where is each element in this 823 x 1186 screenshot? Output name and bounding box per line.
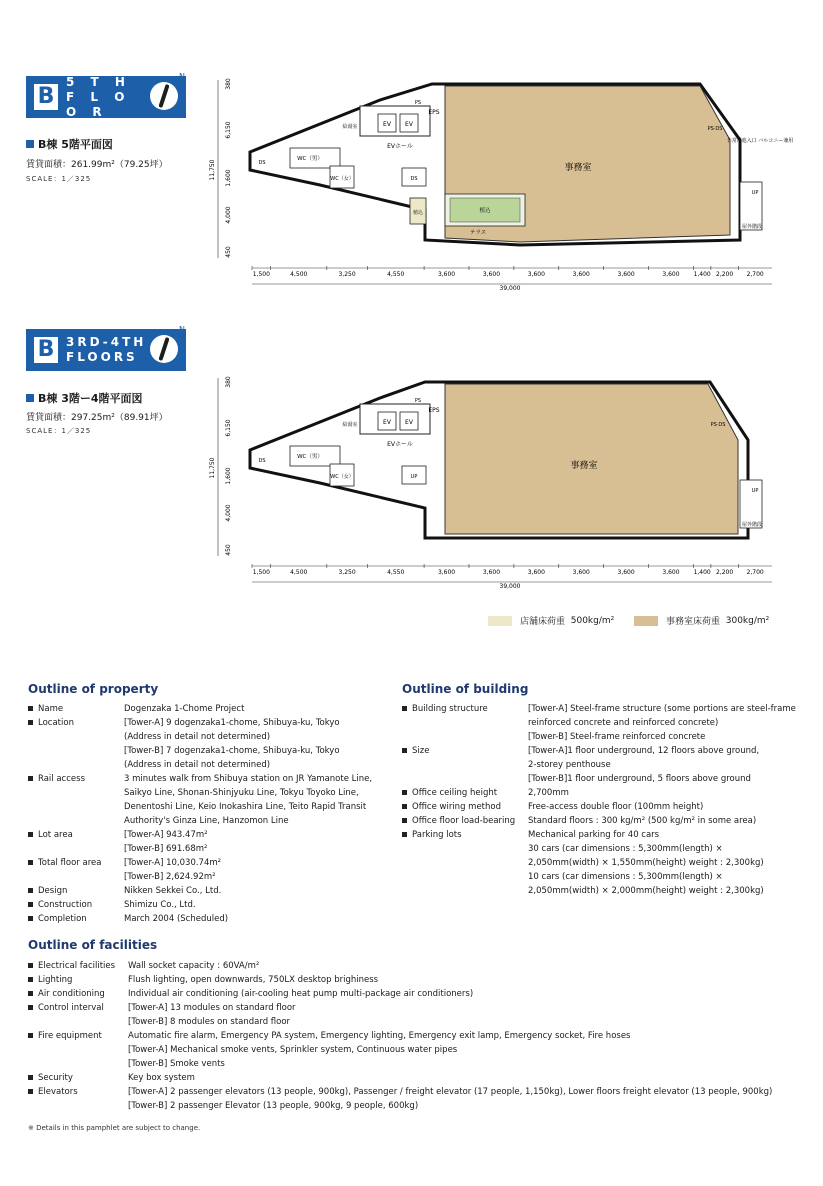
row-key (402, 842, 528, 856)
row-value: [Tower-B] Steel-frame reinforced concrete (528, 732, 706, 742)
row-key (28, 758, 124, 772)
table-row (28, 744, 388, 758)
table-row (28, 1071, 808, 1085)
row-value: 30 cars (car dimensions : 5,300mm(length) × (528, 844, 723, 854)
table-row (402, 786, 812, 800)
section-title-building: Outline of building (402, 682, 529, 696)
table-row (28, 800, 388, 814)
dim-bottom: 2,200 (716, 569, 734, 576)
label-ev: EV (383, 419, 391, 426)
row-value: [Tower-B] 8 modules on standard floor (128, 1017, 291, 1027)
row-key: Lighting (28, 973, 128, 987)
table-row (28, 1057, 808, 1071)
row-value: 2-storey penthouse (528, 760, 611, 770)
row-key (402, 758, 528, 772)
label-ps: PS (414, 100, 422, 106)
row-key (28, 814, 124, 828)
section-title-facilities: Outline of facilities (28, 938, 158, 952)
room-office: 事務室 (570, 461, 598, 471)
badge-label (66, 75, 154, 120)
table-row (28, 898, 388, 912)
dim-left-total: 11,750 (209, 457, 216, 479)
row-value: Nikken Sekkei Co., Ltd. (124, 886, 222, 896)
table-row (28, 1085, 808, 1099)
row-key (402, 716, 528, 730)
table-row (28, 772, 388, 786)
table-row (402, 758, 812, 772)
row-value: Saikyo Line, Shonan-Shinjyuku Line, Tokyu Toyoko Line, (124, 788, 359, 798)
table-row (28, 702, 388, 716)
label-emergency: 非常用進入口 バルコニー兼用 (726, 138, 794, 144)
table-row (402, 842, 812, 856)
table-row (28, 814, 388, 828)
facilities-table (28, 959, 808, 1113)
legend-value: 500kg/m² (570, 615, 615, 626)
badge-line1: 5 T H (66, 74, 131, 89)
table-row (28, 1043, 808, 1057)
floor-scale: SCALE：1／325 (26, 427, 92, 435)
building-table (402, 702, 812, 898)
row-key: Rail access (28, 772, 124, 786)
table-row (28, 1001, 808, 1015)
badge-letter: B (34, 337, 58, 363)
label-terrace: テラス (469, 230, 487, 236)
badge-line2: FLOORS (66, 350, 138, 364)
row-key: Name (28, 702, 124, 716)
property-table (28, 702, 388, 926)
dim-bottom: 3,600 (482, 271, 501, 278)
dim-bottom: 1,400 (693, 271, 711, 278)
label-ev: EV (405, 419, 413, 426)
dim-bottom: 3,600 (572, 569, 590, 576)
row-key (28, 1015, 128, 1029)
label-stair: 屋外階段 (741, 522, 763, 528)
floor-plan-5th (200, 70, 794, 300)
row-key: Elevators (28, 1085, 128, 1099)
label-eps: EPS (428, 109, 440, 116)
row-key (402, 730, 528, 744)
table-row (28, 959, 808, 973)
table-row (402, 800, 812, 814)
row-key: Fire equipment (28, 1029, 128, 1043)
legend-swatch (488, 616, 512, 626)
row-key (28, 1099, 128, 1113)
row-value: Individual air conditioning (air-cooling heat pump multi-package air conditioners) (128, 989, 474, 999)
table-row (28, 1015, 808, 1029)
row-value: Dogenzaka 1-Chome Project (124, 704, 245, 714)
row-value: Authority's Ginza Line, Hanzomon Line (124, 816, 289, 826)
label-eps: EPS (428, 407, 440, 414)
row-value: 2,700mm (528, 788, 569, 798)
label-storage: 給湯室 (342, 422, 358, 428)
dim-left: 4,000 (225, 504, 232, 522)
row-value: 3 minutes walk from Shibuya station on JR Yamanote Line, (124, 774, 373, 784)
floor-area: 賃貸面積：297.25m²（89.91坪） (26, 413, 168, 423)
dim-total: 39,000 (499, 285, 521, 292)
footnote: ※ Details in this pamphlet are subject to change. (28, 1124, 201, 1132)
dim-bottom: 3,250 (338, 569, 356, 576)
label-evhall: EVホール (387, 143, 413, 150)
label-planting: 植込 (479, 208, 491, 214)
dim-bottom: 3,600 (527, 569, 545, 576)
dim-bottom: 1,500 (252, 569, 270, 576)
label-wc-f: WC（女） (330, 474, 354, 480)
label-evhall: EVホール (387, 441, 413, 448)
row-key (402, 856, 528, 870)
legend-value: 300kg/m² (725, 615, 770, 626)
floor-scale: SCALE：1／325 (26, 175, 92, 183)
table-row (28, 730, 388, 744)
dim-bottom: 3,600 (527, 271, 545, 278)
row-value: [Tower-A] 13 modules on standard floor (128, 1003, 296, 1013)
table-row (28, 870, 388, 884)
table-row (28, 828, 388, 842)
label-psds: PS·DS (710, 422, 726, 428)
row-key: Building structure (402, 702, 528, 716)
legend-label: 店舗床荷重 (520, 617, 566, 627)
row-value: 2,050mm(width) × 2,000mm(height) weight : 2,300kg) (528, 886, 764, 896)
table-row (402, 702, 812, 716)
row-key: Design (28, 884, 124, 898)
dim-bottom: 2,200 (716, 271, 734, 278)
badge-line1: 3RD-4TH (66, 335, 147, 349)
row-key (28, 744, 124, 758)
dim-bottom: 3,600 (662, 271, 680, 278)
row-key (28, 870, 124, 884)
north-compass-icon: N (150, 82, 178, 110)
row-key: Lot area (28, 828, 124, 842)
row-value: reinforced concrete and reinforced concrete) (528, 718, 719, 728)
dim-bottom: 3,600 (482, 569, 501, 576)
label-planting: 植込 (412, 210, 424, 216)
row-value: 2,050mm(width) × 1,550mm(height) weight : 2,300kg) (528, 858, 764, 868)
label-ds: DS (258, 458, 266, 464)
badge-line2: F L O O R (66, 89, 131, 119)
badge-label (66, 335, 154, 365)
table-row (402, 814, 812, 828)
dim-left: 6,150 (225, 419, 232, 437)
label-psds: PS·DS (707, 126, 723, 132)
row-key: Security (28, 1071, 128, 1085)
table-row (28, 786, 388, 800)
row-value: Flush lighting, open downwards, 750LX desktop brighiness (128, 975, 379, 985)
dim-left: 450 (225, 246, 232, 258)
dim-bottom: 3,600 (437, 271, 456, 278)
dim-left: 1,600 (225, 169, 232, 187)
label-wc-m: WC（男） (297, 454, 323, 460)
floor-area: 賃貸面積：261.99m²（79.25坪） (26, 160, 168, 170)
dim-left: 1,600 (225, 467, 232, 485)
north-compass-icon: N (150, 335, 178, 363)
table-row (28, 1029, 808, 1043)
table-row (402, 828, 812, 842)
row-key (402, 772, 528, 786)
floor-badge-5th (26, 72, 186, 119)
row-key: Construction (28, 898, 124, 912)
dim-bottom: 1,500 (252, 271, 270, 278)
row-value: [Tower-A] Steel-frame structure (some portions are steel-frame (528, 704, 796, 714)
table-row (402, 730, 812, 744)
dim-total: 39,000 (499, 583, 521, 590)
dim-bottom: 4,550 (387, 569, 405, 576)
table-row (28, 973, 808, 987)
row-value: [Tower-A]1 floor underground, 12 floors above ground, (528, 746, 760, 756)
table-row (402, 870, 812, 884)
row-value: [Tower-B] Smoke vents (128, 1059, 225, 1069)
row-value: [Tower-A] 10,030.74m² (124, 858, 222, 868)
row-value: [Tower-A] Mechanical smoke vents, Sprinkler system, Continuous water pipes (128, 1045, 458, 1055)
row-value: Denentoshi Line, Keio Inokashira Line, Teito Rapid Transit (124, 802, 367, 812)
table-row (28, 912, 388, 926)
floor-badge-3rd-4th (26, 325, 186, 371)
row-value: Shimizu Co., Ltd. (124, 900, 196, 910)
table-row (28, 1099, 808, 1113)
dim-bottom: 4,500 (290, 569, 308, 576)
table-row (28, 842, 388, 856)
row-value: [Tower-B] 2,624.92m² (124, 872, 216, 882)
row-key (28, 1057, 128, 1071)
dim-left: 380 (225, 376, 232, 388)
row-value: 10 cars (car dimensions : 5,300mm(length) × (528, 872, 723, 882)
row-value: [Tower-A] 9 dogenzaka1-chome, Shibuya-ku, Tokyo (124, 718, 340, 728)
row-value: [Tower-B] 691.68m² (124, 844, 208, 854)
label-up: UP (410, 474, 418, 480)
legend-office (634, 614, 769, 627)
dim-left: 450 (225, 544, 232, 556)
table-row (402, 716, 812, 730)
dim-bottom: 3,600 (437, 569, 456, 576)
row-key: Size (402, 744, 528, 758)
table-row (28, 884, 388, 898)
floor-plan-3rd-4th (200, 368, 780, 598)
dim-left: 380 (225, 78, 232, 90)
dim-bottom: 3,600 (662, 569, 680, 576)
dim-bottom: 2,700 (746, 569, 764, 576)
label-up: UP (751, 190, 759, 196)
row-key (28, 800, 124, 814)
row-value: Standard floors : 300 kg/m² (500 kg/m² in some area) (528, 816, 757, 826)
row-key (402, 870, 528, 884)
label-wc-f: WC（女） (330, 176, 354, 182)
row-key: Total floor area (28, 856, 124, 870)
dim-bottom: 4,500 (290, 271, 308, 278)
row-value: [Tower-B]1 floor underground, 5 floors above ground (528, 774, 751, 784)
row-value: [Tower-A] 2 passenger elevators (13 people, 900kg), Passenger / freight elevator (17 people, 1,150kg), Lower floors freight elevator (13 people, 900kg) (128, 1087, 773, 1097)
badge-letter: B (34, 84, 58, 110)
legend-label: 事務室床荷重 (666, 617, 721, 627)
label-ps: PS (414, 398, 422, 404)
row-value: [Tower-A] 943.47m² (124, 830, 208, 840)
row-value: Free-access double floor (100mm height) (528, 802, 704, 812)
row-key: Office floor load-bearing (402, 814, 528, 828)
dim-bottom: 3,600 (572, 271, 590, 278)
row-value: Automatic fire alarm, Emergency PA system, Emergency lighting, Emergency exit lamp, Emergency socket, Fire hoses (128, 1031, 631, 1041)
dim-left-total: 11,750 (209, 159, 216, 181)
dim-bottom: 1,400 (693, 569, 711, 576)
row-key: Office ceiling height (402, 786, 528, 800)
row-value: [Tower-B] 2 passenger Elevator (13 people, 900kg, 9 people, 600kg) (128, 1101, 419, 1111)
table-row (402, 884, 812, 898)
row-value: (Address in detail not determined) (124, 760, 271, 770)
row-key: Parking lots (402, 828, 528, 842)
row-key (28, 786, 124, 800)
floor-title: B棟 5階平面図 (26, 136, 113, 152)
label-ds: DS (258, 160, 266, 166)
row-key (402, 884, 528, 898)
row-key: Office wiring method (402, 800, 528, 814)
table-row (28, 856, 388, 870)
label-ds: DS (410, 176, 418, 182)
row-value: March 2004 (Scheduled) (124, 914, 229, 924)
row-value: (Address in detail not determined) (124, 732, 271, 742)
dim-left: 4,000 (225, 206, 232, 224)
legend-retail (488, 614, 614, 627)
table-row (28, 758, 388, 772)
label-up: UP (751, 488, 759, 494)
row-key: Location (28, 716, 124, 730)
row-key: Air conditioning (28, 987, 128, 1001)
dim-bottom: 3,250 (338, 271, 356, 278)
row-key (28, 842, 124, 856)
label-stair: 屋外階段 (741, 224, 763, 230)
table-row (402, 772, 812, 786)
row-key (28, 730, 124, 744)
section-title-property: Outline of property (28, 682, 159, 696)
room-office: 事務室 (564, 163, 592, 173)
row-value: Key box system (128, 1073, 195, 1083)
dim-bottom: 3,600 (617, 569, 635, 576)
row-value: Mechanical parking for 40 cars (528, 830, 660, 840)
row-value: Wall socket capacity : 60VA/m² (128, 961, 260, 971)
dim-left: 6,150 (225, 121, 232, 139)
row-key (28, 1043, 128, 1057)
row-key: Completion (28, 912, 124, 926)
table-row (28, 716, 388, 730)
dim-bottom: 2,700 (746, 271, 764, 278)
row-value: [Tower-B] 7 dogenzaka1-chome, Shibuya-ku, Tokyo (124, 746, 340, 756)
table-row (28, 987, 808, 1001)
label-storage: 給湯室 (342, 124, 358, 130)
label-ev: EV (405, 121, 413, 128)
row-key: Electrical facilities (28, 959, 128, 973)
label-wc-m: WC（男） (297, 156, 323, 162)
table-row (402, 856, 812, 870)
legend-swatch (634, 616, 658, 626)
dim-bottom: 3,600 (617, 271, 635, 278)
dim-bottom: 4,550 (387, 271, 405, 278)
floor-title: B棟 3階ー4階平面図 (26, 390, 143, 406)
row-key: Control interval (28, 1001, 128, 1015)
label-ev: EV (383, 121, 391, 128)
table-row (402, 744, 812, 758)
